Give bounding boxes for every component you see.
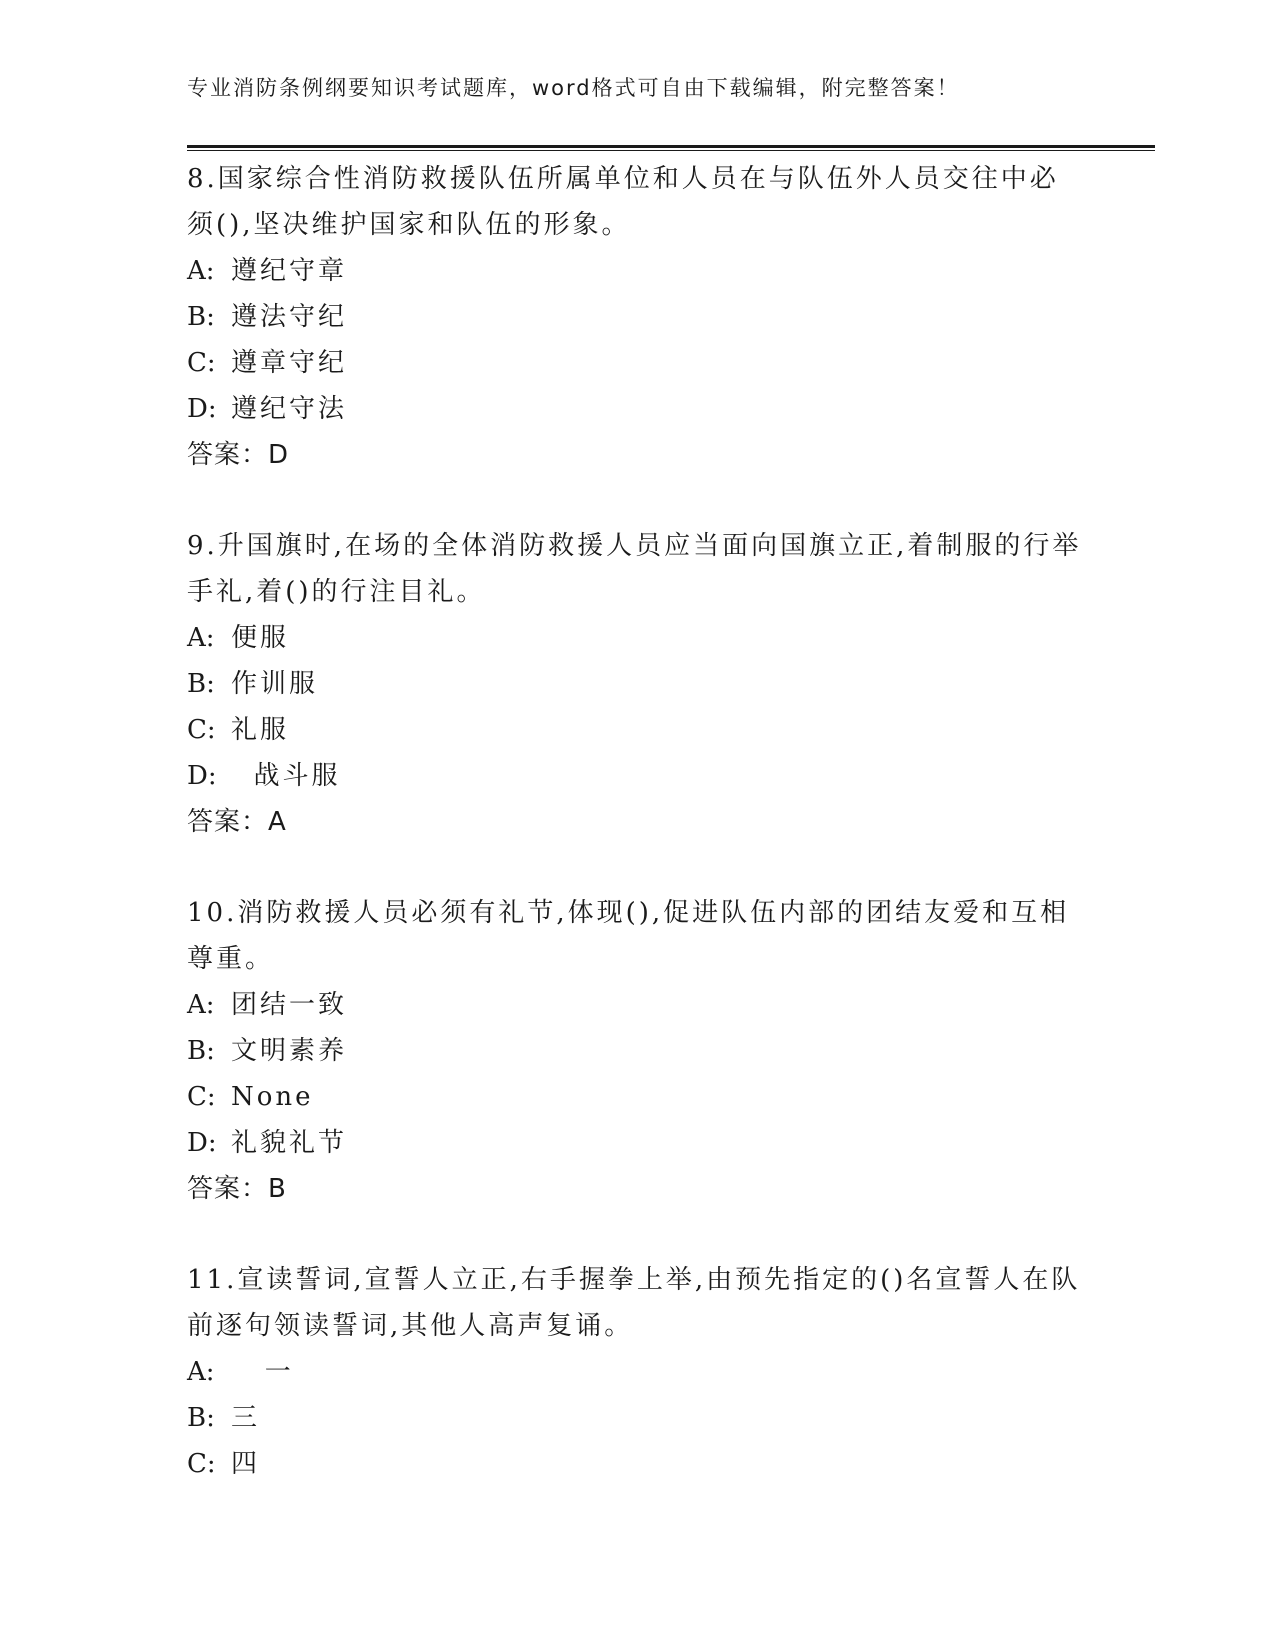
option-text: 战斗服 bbox=[231, 761, 341, 791]
option-key: A: bbox=[187, 1357, 215, 1387]
header-divider-thin bbox=[187, 150, 1155, 151]
option-b bbox=[187, 1028, 1087, 1074]
option-a bbox=[187, 248, 1087, 294]
header-divider bbox=[187, 145, 1155, 152]
option-c bbox=[187, 707, 1087, 753]
option-key: C: bbox=[187, 715, 216, 745]
header-divider-thick bbox=[187, 145, 1155, 148]
option-text: 便服 bbox=[231, 623, 290, 653]
option-text: 团结一致 bbox=[231, 990, 348, 1020]
question-text: 10.消防救援人员必须有礼节,体现(),促进队伍内部的团结友爱和互相尊重。 bbox=[187, 898, 1070, 974]
question-list bbox=[187, 156, 1087, 1532]
option-text: 文明素养 bbox=[231, 1036, 348, 1066]
option-c bbox=[187, 1074, 1087, 1120]
option-key: B: bbox=[187, 1036, 215, 1066]
option-d bbox=[187, 753, 1087, 799]
answer-line: 答案：A bbox=[187, 807, 287, 837]
option-a bbox=[187, 615, 1087, 661]
question-9 bbox=[187, 523, 1087, 845]
question-8 bbox=[187, 156, 1087, 478]
question-text: 9.升国旗时,在场的全体消防救援人员应当面向国旗立正,着制服的行举手礼,着()的行注目礼。 bbox=[187, 531, 1082, 607]
option-key: D: bbox=[187, 394, 217, 424]
option-a bbox=[187, 982, 1087, 1028]
option-key: A: bbox=[187, 623, 215, 653]
answer-line: 答案：B bbox=[187, 1174, 287, 1204]
option-d bbox=[187, 386, 1087, 432]
option-text: 礼服 bbox=[231, 715, 290, 745]
option-key: C: bbox=[187, 348, 216, 378]
option-text: 一 bbox=[231, 1357, 294, 1387]
page-header: 专业消防条例纲要知识考试题库，word格式可自由下载编辑，附完整答案！ bbox=[187, 76, 960, 100]
option-text: 礼貌礼节 bbox=[231, 1128, 348, 1158]
option-text: 三 bbox=[231, 1403, 261, 1433]
option-text: 遵纪守法 bbox=[231, 394, 348, 424]
option-key: C: bbox=[187, 1082, 216, 1112]
option-key: B: bbox=[187, 669, 215, 699]
question-10 bbox=[187, 890, 1087, 1212]
option-key: A: bbox=[187, 256, 215, 286]
option-a bbox=[187, 1349, 1087, 1395]
option-key: B: bbox=[187, 1403, 215, 1433]
option-key: C: bbox=[187, 1449, 216, 1479]
option-key: D: bbox=[187, 761, 217, 791]
option-d bbox=[187, 1120, 1087, 1166]
option-text: None bbox=[231, 1082, 314, 1112]
question-text: 11.宣读誓词,宣誓人立正,右手握拳上举,由预先指定的()名宣誓人在队前逐句领读誓词,其他人高声复诵。 bbox=[187, 1265, 1081, 1341]
question-11 bbox=[187, 1257, 1087, 1487]
option-text: 遵法守纪 bbox=[231, 302, 348, 332]
answer-line: 答案：D bbox=[187, 440, 290, 470]
option-b bbox=[187, 661, 1087, 707]
option-b bbox=[187, 294, 1087, 340]
option-key: A: bbox=[187, 990, 215, 1020]
option-c bbox=[187, 1441, 1087, 1487]
question-text: 8.国家综合性消防救援队伍所属单位和人员在与队伍外人员交往中必须(),坚决维护国家和队伍的形象。 bbox=[187, 164, 1059, 240]
option-key: D: bbox=[187, 1128, 217, 1158]
option-text: 四 bbox=[231, 1449, 261, 1479]
option-text: 作训服 bbox=[231, 669, 319, 699]
option-text: 遵章守纪 bbox=[231, 348, 348, 378]
option-b bbox=[187, 1395, 1087, 1441]
option-text: 遵纪守章 bbox=[231, 256, 348, 286]
option-key: B: bbox=[187, 302, 215, 332]
option-c bbox=[187, 340, 1087, 386]
